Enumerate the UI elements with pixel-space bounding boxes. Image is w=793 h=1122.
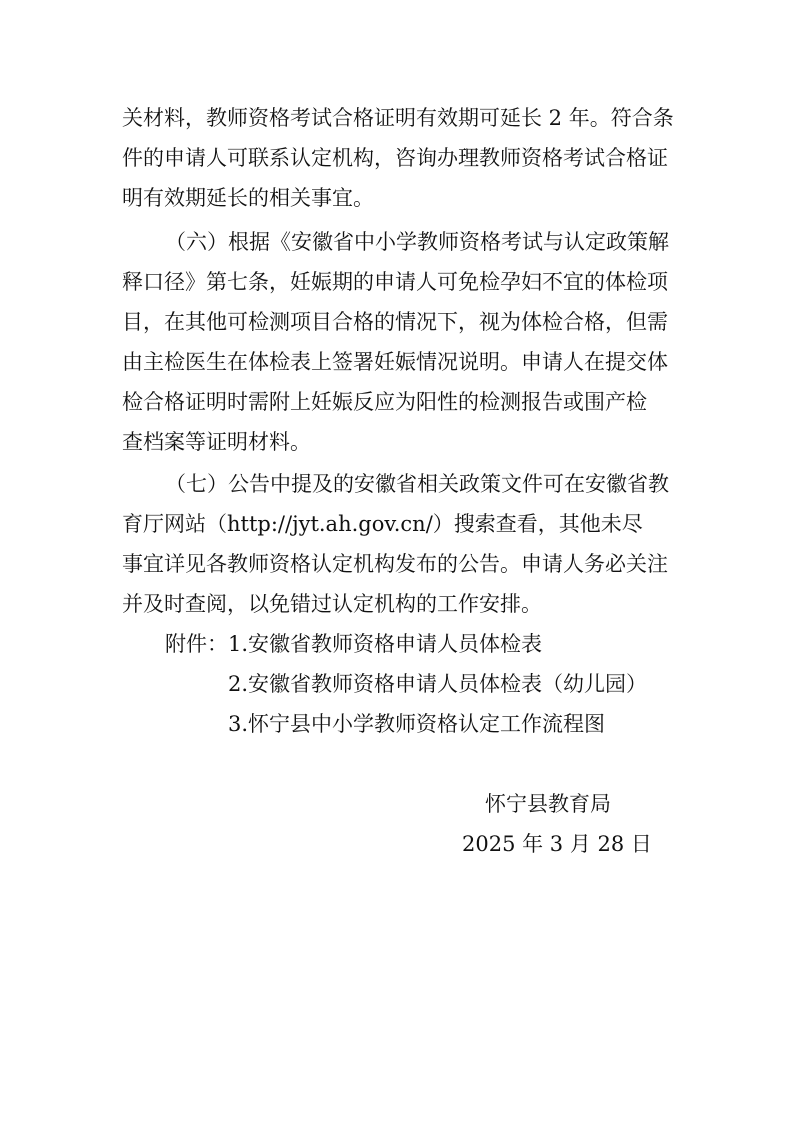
paragraph-2-line-1: （六）根据《安徽省中小学教师资格考试与认定政策解 xyxy=(165,230,669,254)
paragraph-3-line-3: 事宜详见各教师资格认定机构发布的公告。申请人务必关注 xyxy=(122,552,668,576)
paragraph-2-line-5: 检合格证明时需附上妊娠反应为阳性的检测报告或围产检 xyxy=(122,390,647,414)
attachments-label: 附件： xyxy=(165,632,228,656)
paragraph-2-line-6: 查档案等证明材料。 xyxy=(122,430,311,454)
paragraph-3-line-4: 并及时查阅，以免错过认定机构的工作安排。 xyxy=(122,592,542,616)
paragraph-2-line-3: 目，在其他可检测项目合格的情况下，视为体检合格，但需 xyxy=(122,310,668,334)
paragraph-2-line-4: 由主检医生在体检表上签署妊娠情况说明。申请人在提交体 xyxy=(122,350,668,374)
paragraph-3-line-1: （七）公告中提及的安徽省相关政策文件可在安徽省教 xyxy=(165,472,669,496)
attachment-item-1: 1.安徽省教师资格申请人员体检表 xyxy=(228,632,543,656)
signature-date: 2025 年 3 月 28 日 xyxy=(462,832,652,856)
paragraph-1-line-3: 明有效期延长的相关事宜。 xyxy=(122,186,374,210)
attachment-item-3: 3.怀宁县中小学教师资格认定工作流程图 xyxy=(228,712,606,736)
paragraph-1-line-1: 关材料，教师资格考试合格证明有效期可延长 2 年。符合条 xyxy=(122,106,674,130)
signature-organization: 怀宁县教育局 xyxy=(485,792,611,816)
attachment-item-2: 2.安徽省教师资格申请人员体检表（幼儿园） xyxy=(228,672,648,696)
paragraph-1-line-2: 件的申请人可联系认定机构，咨询办理教师资格考试合格证 xyxy=(122,146,668,170)
paragraph-2-line-2: 释口径》第七条，妊娠期的申请人可免检孕妇不宜的体检项 xyxy=(122,270,668,294)
paragraph-3-line-2: 育厅网站（http://jyt.ah.gov.cn/）搜索查看，其他未尽 xyxy=(122,512,643,536)
